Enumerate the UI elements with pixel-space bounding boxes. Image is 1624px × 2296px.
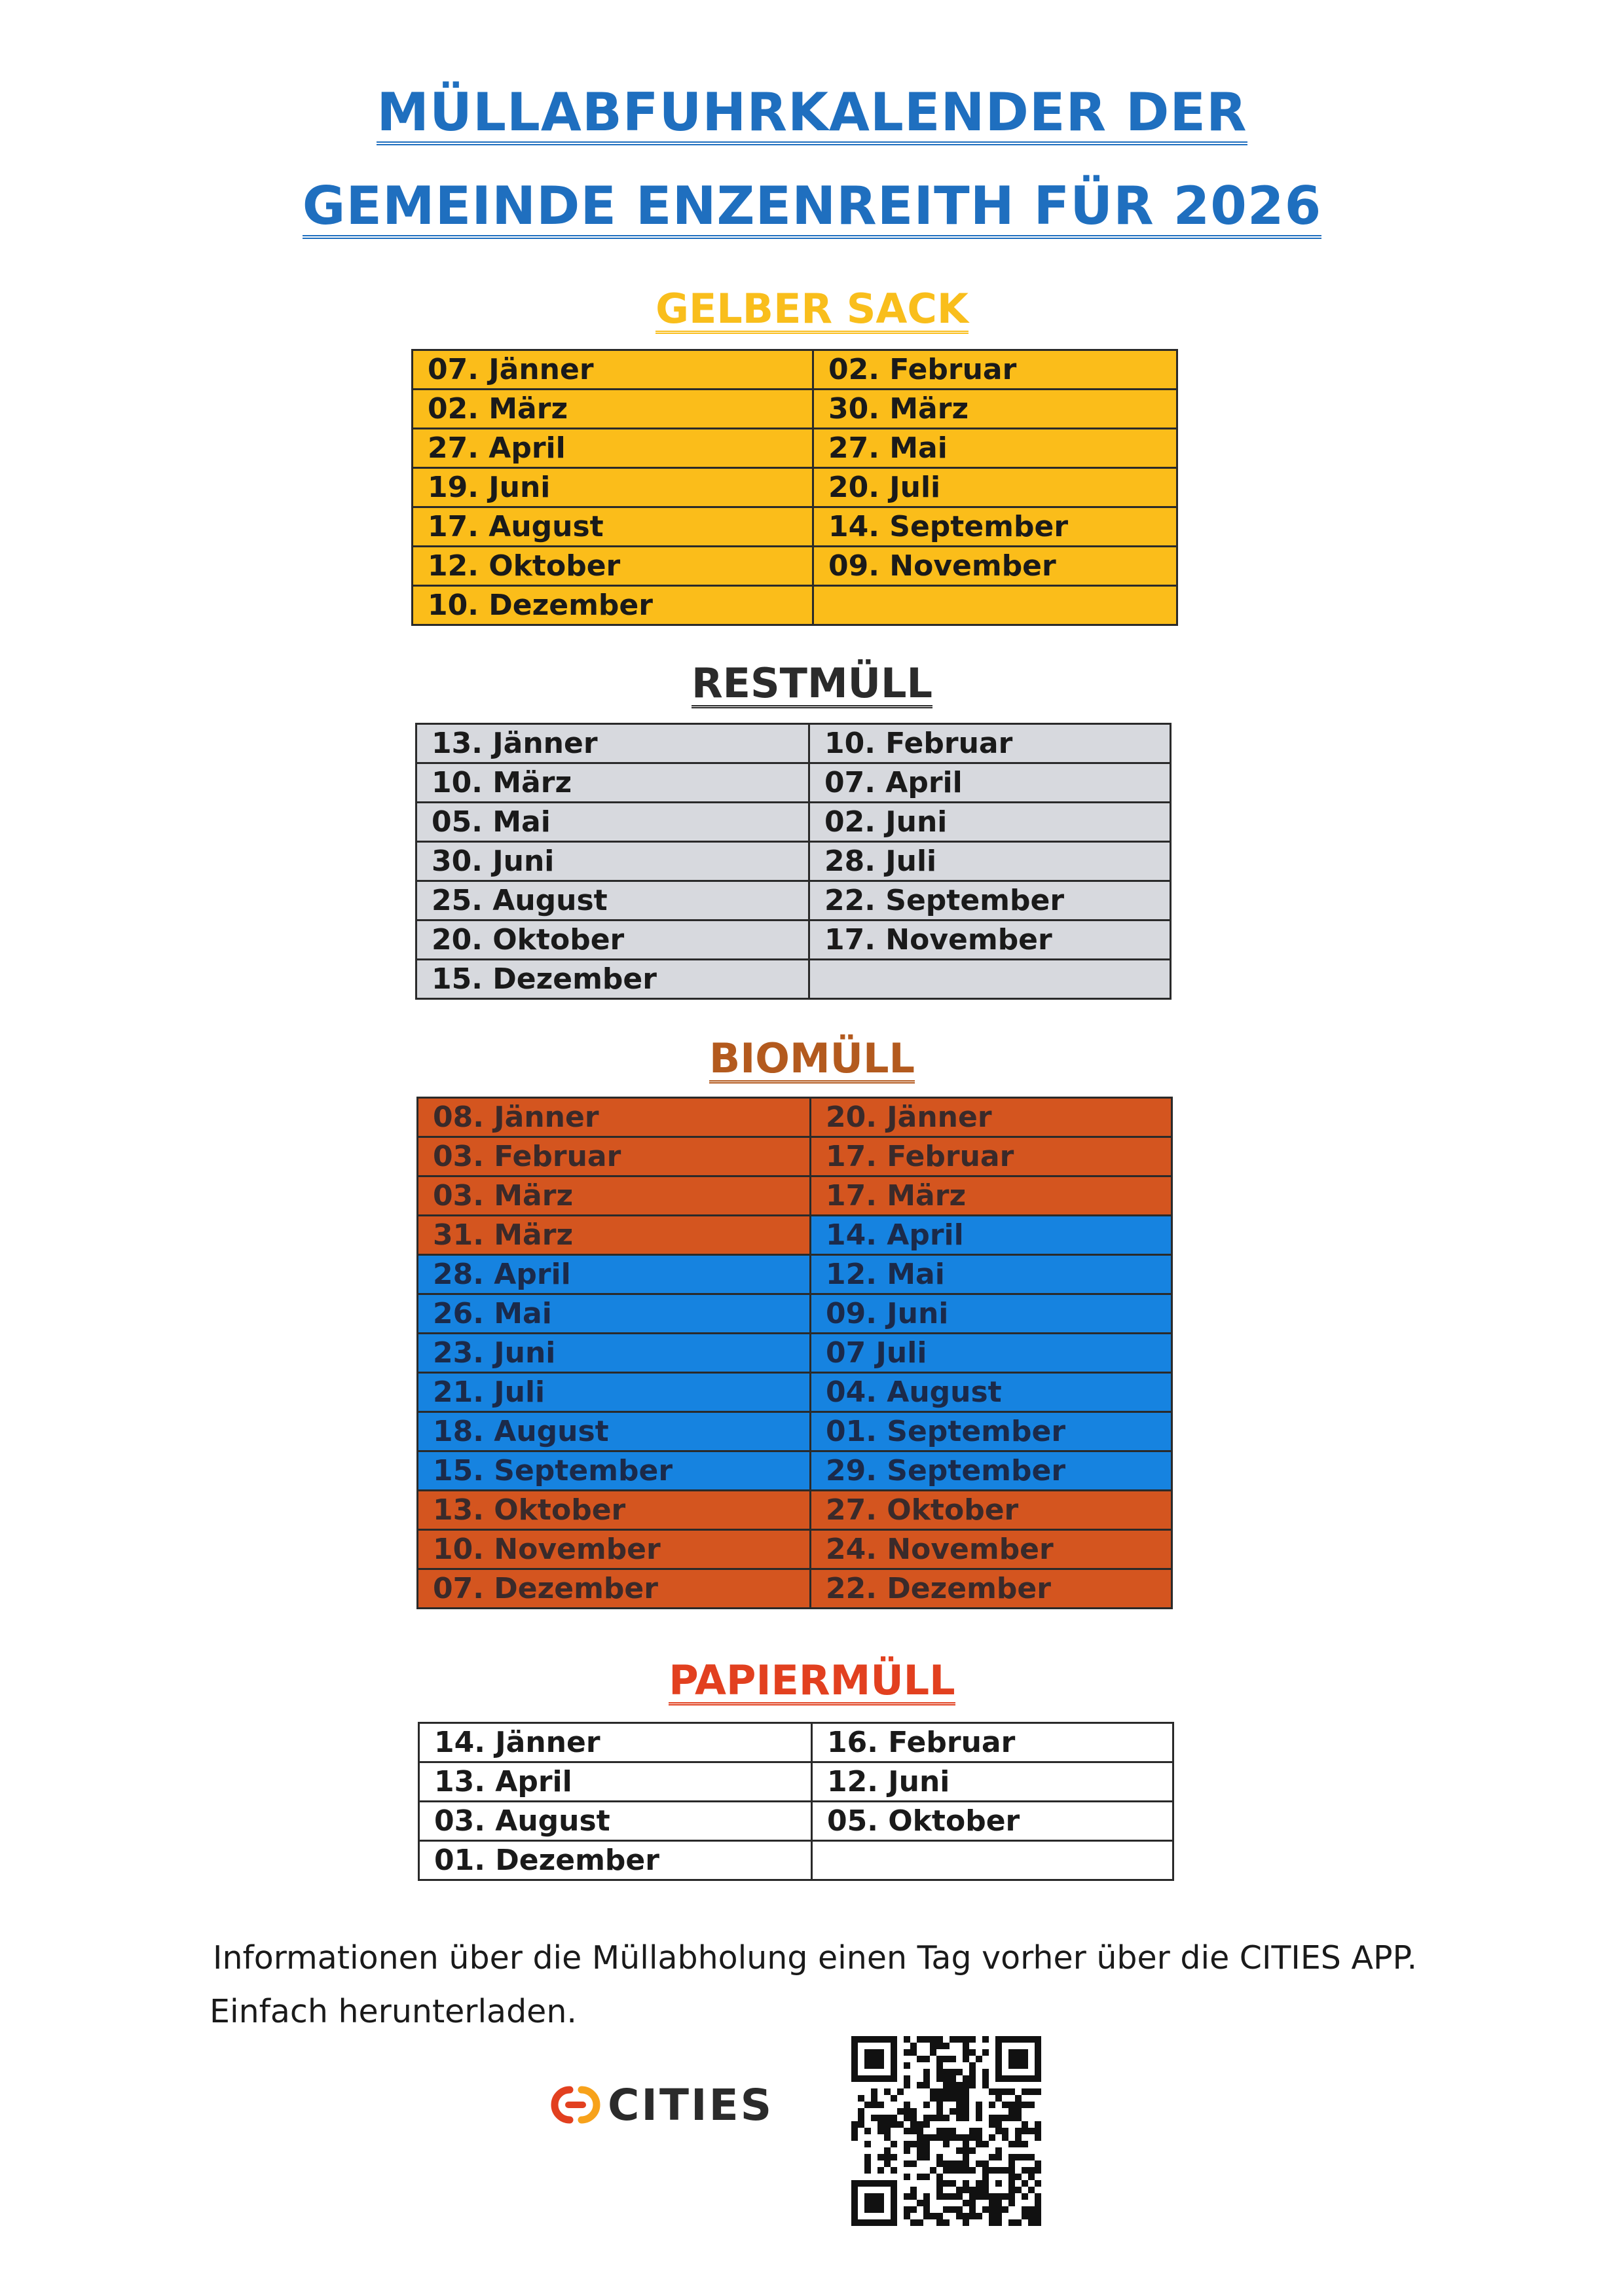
restmuell-date-cell: 25. August [416,881,809,920]
biomuell-date-cell: 27. Oktober [811,1491,1172,1530]
restmuell-row [416,920,1171,960]
cities-logo-text: CITIES [608,2079,774,2130]
biomuell-date-cell: 13. Oktober [418,1491,811,1530]
biomuell-date-cell: 21. Juli [418,1373,811,1412]
gelber-sack-date-cell: 30. März [813,390,1177,429]
biomuell-date-cell: 31. März [418,1216,811,1255]
papiermuell-date-cell: 13. April [419,1762,812,1802]
gelber-sack-date-cell: 09. November [813,547,1177,586]
papiermuell-date-cell: 05. Oktober [812,1802,1173,1841]
restmuell-date-cell: 07. April [809,763,1171,803]
gelber-sack-row [413,390,1177,429]
biomuell-row [418,1137,1172,1176]
info-line-1: Informationen über die Müllabholung einen Tag vorher über die CITIES APP. [213,1939,1418,1977]
biomuell-row [418,1491,1172,1530]
biomuell-row [418,1412,1172,1451]
cities-logo [550,2075,773,2134]
papiermuell-heading-text: PAPIERMÜLL [669,1659,955,1705]
papiermuell-date-cell: 14. Jänner [419,1723,812,1762]
restmuell-date-cell: 22. September [809,881,1171,920]
gelber-sack-date-cell: 27. Mai [813,429,1177,468]
cities-logo-icon [550,2085,601,2125]
restmuell-heading [0,659,1624,708]
restmuell-row [416,842,1171,881]
restmuell-date-cell: 30. Juni [416,842,809,881]
biomuell-row [418,1373,1172,1412]
gelber-sack-date-cell: 27. April [413,429,813,468]
gelber-sack-row [413,429,1177,468]
gelber-sack-heading-text: GELBER SACK [655,287,969,334]
papiermuell-row [419,1762,1173,1802]
biomuell-date-cell: 29. September [811,1451,1172,1491]
restmuell-date-cell: 28. Juli [809,842,1171,881]
restmuell-date-cell: 02. Juni [809,803,1171,842]
gelber-sack-table [411,349,1178,626]
biomuell-date-cell: 03. März [418,1176,811,1216]
biomuell-row [418,1569,1172,1609]
gelber-sack-heading [0,285,1624,334]
qr-code-icon[interactable] [851,2036,1041,2226]
biomuell-date-cell: 17. März [811,1176,1172,1216]
restmuell-date-cell [809,960,1171,999]
papiermuell-date-cell: 12. Juni [812,1762,1173,1802]
gelber-sack-date-cell: 14. September [813,507,1177,547]
gelber-sack-date-cell: 20. Juli [813,468,1177,507]
biomuell-date-cell: 07 Juli [811,1334,1172,1373]
biomuell-date-cell: 20. Jänner [811,1098,1172,1137]
biomuell-date-cell: 23. Juni [418,1334,811,1373]
restmuell-date-cell: 05. Mai [416,803,809,842]
gelber-sack-date-cell: 10. Dezember [413,586,813,625]
biomuell-date-cell: 07. Dezember [418,1569,811,1609]
page-title-line2 [0,175,1624,239]
restmuell-date-cell: 17. November [809,920,1171,960]
biomuell-date-cell: 28. April [418,1255,811,1294]
papiermuell-table [418,1722,1174,1881]
biomuell-date-cell: 18. August [418,1412,811,1451]
page-title-text-2: GEMEINDE ENZENREITH FÜR 2026 [303,179,1322,239]
restmuell-heading-text: RESTMÜLL [692,662,932,708]
papiermuell-date-cell: 03. August [419,1802,812,1841]
restmuell-date-cell: 10. Februar [809,724,1171,763]
biomuell-table [416,1097,1173,1609]
gelber-sack-row [413,586,1177,625]
gelber-sack-date-cell: 19. Juni [413,468,813,507]
restmuell-date-cell: 15. Dezember [416,960,809,999]
biomuell-date-cell: 26. Mai [418,1294,811,1334]
gelber-sack-date-cell [813,586,1177,625]
papiermuell-date-cell [812,1841,1173,1880]
biomuell-row [418,1334,1172,1373]
restmuell-row [416,763,1171,803]
restmuell-row [416,881,1171,920]
restmuell-date-cell: 10. März [416,763,809,803]
biomuell-row [418,1098,1172,1137]
biomuell-date-cell: 12. Mai [811,1255,1172,1294]
papiermuell-row [419,1841,1173,1880]
biomuell-date-cell: 09. Juni [811,1294,1172,1334]
biomuell-date-cell: 04. August [811,1373,1172,1412]
biomuell-heading [0,1034,1624,1084]
gelber-sack-date-cell: 17. August [413,507,813,547]
gelber-sack-date-cell: 12. Oktober [413,547,813,586]
biomuell-row [418,1216,1172,1255]
biomuell-heading-text: BIOMÜLL [709,1037,915,1084]
page-title-line1 [0,82,1624,145]
biomuell-date-cell: 17. Februar [811,1137,1172,1176]
papiermuell-row [419,1802,1173,1841]
restmuell-row [416,803,1171,842]
biomuell-date-cell: 10. November [418,1530,811,1569]
restmuell-date-cell: 20. Oktober [416,920,809,960]
biomuell-row [418,1451,1172,1491]
biomuell-date-cell: 22. Dezember [811,1569,1172,1609]
biomuell-date-cell: 08. Jänner [418,1098,811,1137]
biomuell-row [418,1176,1172,1216]
gelber-sack-date-cell: 02. Februar [813,350,1177,390]
papiermuell-heading [0,1656,1624,1705]
biomuell-date-cell: 24. November [811,1530,1172,1569]
biomuell-row [418,1255,1172,1294]
restmuell-row [416,960,1171,999]
page-title-text-1: MÜLLABFUHRKALENDER DER [377,85,1247,145]
biomuell-row [418,1530,1172,1569]
biomuell-row [418,1294,1172,1334]
biomuell-date-cell: 15. September [418,1451,811,1491]
restmuell-date-cell: 13. Jänner [416,724,809,763]
gelber-sack-date-cell: 02. März [413,390,813,429]
gelber-sack-row [413,350,1177,390]
papiermuell-row [419,1723,1173,1762]
biomuell-date-cell: 14. April [811,1216,1172,1255]
restmuell-row [416,724,1171,763]
restmuell-table [415,723,1172,1000]
gelber-sack-row [413,507,1177,547]
info-line-2: Einfach herunterladen. [210,1993,577,2030]
gelber-sack-row [413,547,1177,586]
biomuell-date-cell: 01. September [811,1412,1172,1451]
papiermuell-date-cell: 16. Februar [812,1723,1173,1762]
gelber-sack-row [413,468,1177,507]
gelber-sack-date-cell: 07. Jänner [413,350,813,390]
biomuell-date-cell: 03. Februar [418,1137,811,1176]
papiermuell-date-cell: 01. Dezember [419,1841,812,1880]
